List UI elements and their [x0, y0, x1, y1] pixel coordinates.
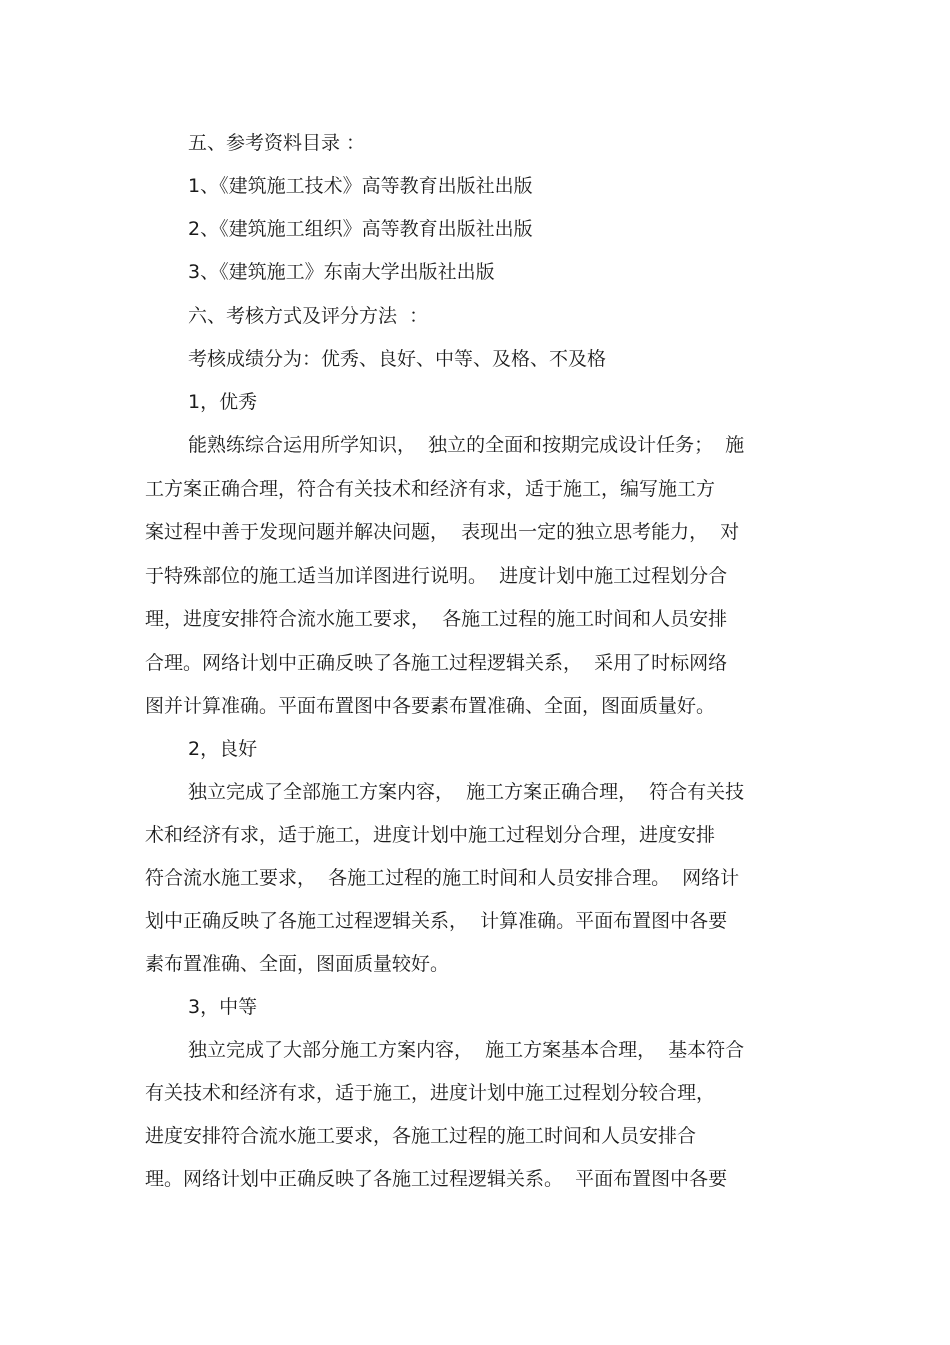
- paragraph-line: 理，进度安排符合流水施工要求， 各施工过程的施工时间和人员安排: [145, 608, 728, 630]
- grade-heading-average: 3，中等: [188, 996, 258, 1018]
- paragraph-line: 划中正确反映了各施工过程逻辑关系， 计算准确。平面布置图中各要: [145, 910, 728, 932]
- paragraph-line: 素布置准确、全面，图面质量较好。: [145, 953, 450, 975]
- paragraph-line: 图并计算准确。平面布置图中各要素布置准确、全面，图面质量好。: [145, 695, 716, 717]
- paragraph-line: 案过程中善于发现问题并解决问题， 表现出一定的独立思考能力， 对: [145, 521, 740, 543]
- grade-heading-good: 2，良好: [188, 738, 258, 760]
- grade-levels-text: 考核成绩分为：优秀、良好、中等、及格、不及格: [188, 348, 607, 370]
- reference-item: 3、《建筑施工》东南大学出版社出版: [188, 261, 495, 283]
- paragraph-line: 合理。网络计划中正确反映了各施工过程逻辑关系， 采用了时标网络: [145, 652, 728, 674]
- paragraph-line: 于特殊部位的施工适当加详图进行说明。 进度计划中施工过程划分合: [145, 565, 728, 587]
- section-heading-references: 五、参考资料目录 ：: [188, 132, 366, 154]
- paragraph-line: 能熟练综合运用所学知识， 独立的全面和按期完成设计任务； 施: [188, 434, 745, 456]
- paragraph-line: 独立完成了大部分施工方案内容， 施工方案基本合理， 基本符合: [188, 1039, 745, 1061]
- paragraph-line: 有关技术和经济有求，适于施工，进度计划中施工过程划分较合理，: [145, 1082, 716, 1104]
- paragraph-line: 工方案正确合理，符合有关技术和经济有求，适于施工，编写施工方: [145, 478, 716, 500]
- paragraph-line: 理。网络计划中正确反映了各施工过程逻辑关系。 平面布置图中各要: [145, 1168, 728, 1190]
- paragraph-line: 术和经济有求，适于施工，进度计划中施工过程划分合理，进度安排: [145, 824, 716, 846]
- reference-item: 2、《建筑施工组织》高等教育出版社出版: [188, 218, 533, 240]
- reference-item: 1、《建筑施工技术》高等教育出版社出版: [188, 175, 533, 197]
- grade-heading-excellent: 1，优秀: [188, 391, 258, 413]
- paragraph-line: 独立完成了全部施工方案内容， 施工方案正确合理， 符合有关技: [188, 781, 745, 803]
- section-heading-assessment: 六、考核方式及评分方法 ：: [188, 305, 429, 327]
- paragraph-line: 进度安排符合流水施工要求，各施工过程的施工时间和人员安排合: [145, 1125, 697, 1147]
- paragraph-line: 符合流水施工要求， 各施工过程的施工时间和人员安排合理。 网络计: [145, 867, 740, 889]
